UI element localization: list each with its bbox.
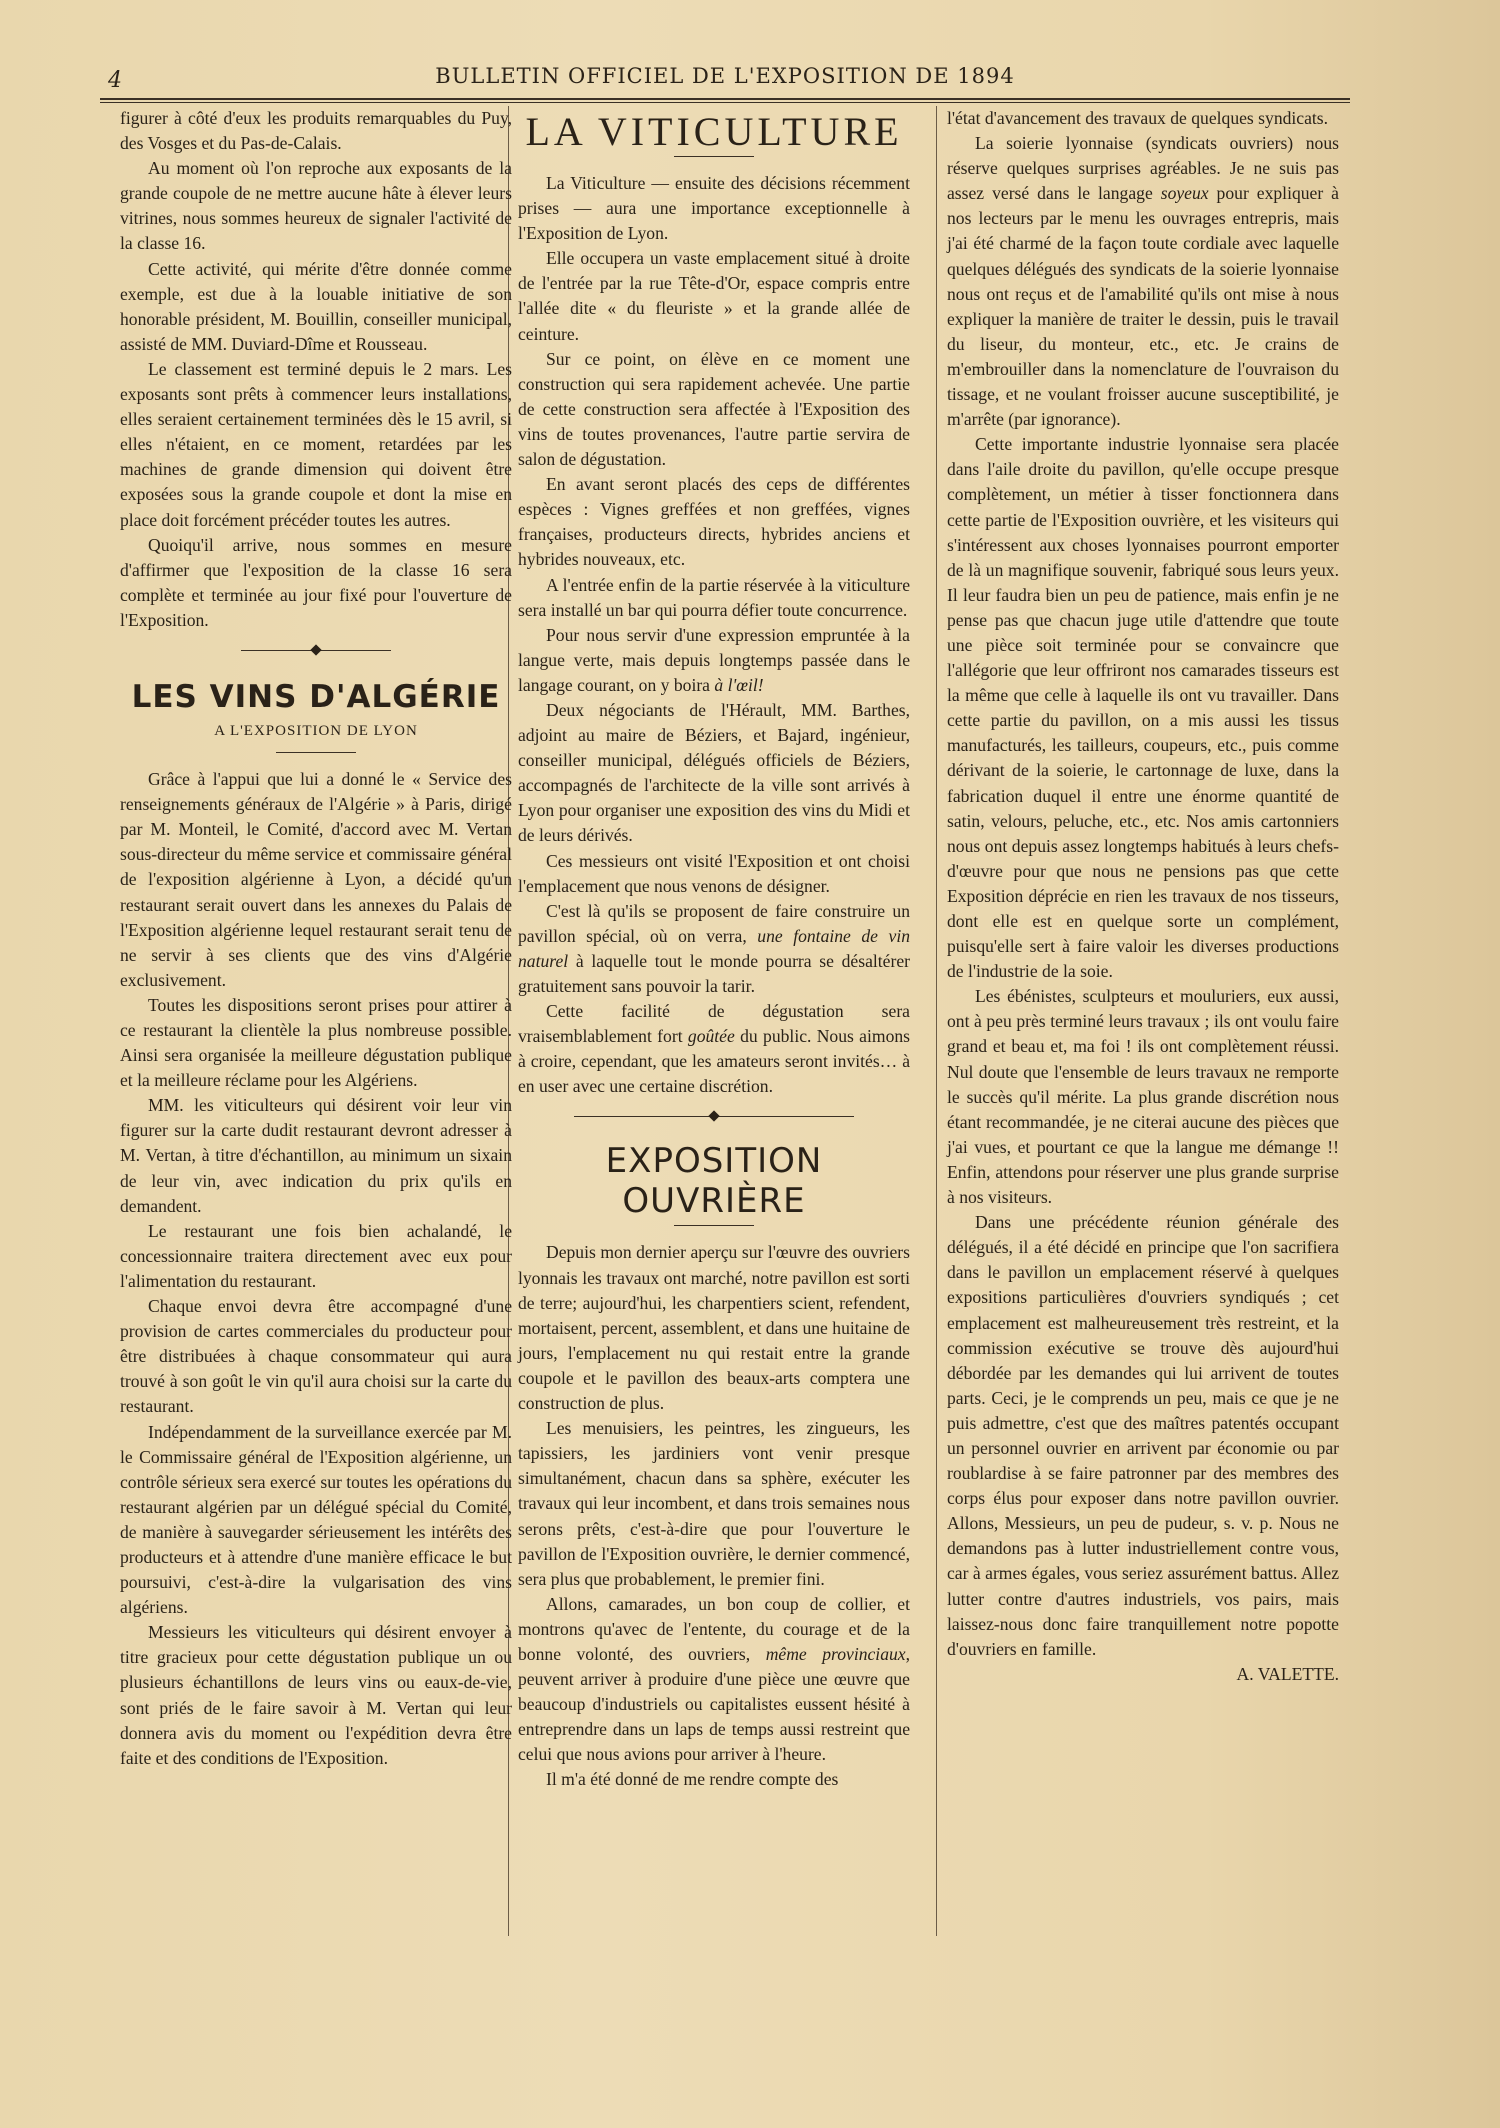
italic-text: goûtée: [687, 1026, 735, 1047]
exposition-paragraph: Il m'a été donné de me rendre compte des: [546, 1769, 839, 1790]
viticulture-paragraph: [518, 899, 910, 999]
exposition-paragraph: Depuis mon dernier aperçu sur l'œuvre des ouvriers lyonnais les travaux ont marché, notre pavillon est sorti de terre; aujourd'hui, les charpentiers scient, refendent, mortaisent, percent, assemblent, et dans une huitaine de jours, l'emplacement nu qui restait entre la grande coupole et le pavillon des beaux-arts comptera une construction de plus.: [518, 1242, 910, 1414]
title-rule: [674, 156, 754, 157]
viticulture-paragraph: Deux négociants de l'Hérault, MM. Barthes, adjoint au maire de Béziers, et Bajard, ingénieur, conseiller municipal, délégués officiels de Béziers, accompagnés de l'architecte de la ville sont arrivés à Lyon pour organiser une exposition des vins du Midi et de leurs dérivés.: [518, 699, 910, 846]
header-rule: [100, 98, 1350, 103]
title-rule: [674, 1225, 754, 1226]
column-1: [120, 106, 512, 1771]
text-run: Pour nous servir d'une expression empruntée à la langue verte, mais depuis longtemps passée dans le langage courant, on y boira: [518, 624, 910, 695]
exposition-paragraph: [518, 1592, 910, 1768]
text-run: C'est là qu'ils se proposent de faire construire un pavillon spécial, où on verra,: [518, 900, 910, 946]
soierie-paragraph: [947, 131, 1339, 432]
article-subtitle: A L'EXPOSITION DE LYON: [214, 722, 418, 739]
text-run: du public. Nous aimons à croire, cependant, que les amateurs seront invités… à en user avec une certaine discrétion.: [518, 1026, 911, 1097]
article-title-exposition-ouvriere: EXPOSITION OUVRIÈRE: [605, 1141, 823, 1222]
intro-paragraph: Quoiqu'il arrive, nous sommes en mesure d'affirmer que l'exposition de la classe 16 sera complète et terminée au jour fixé pour l'ouverture de l'Exposition.: [120, 534, 512, 630]
column-3: [947, 106, 1339, 1687]
article-paragraph: Grâce à l'appui que lui a donné le « Service des renseignements généraux de l'Algérie » à Paris, dirigé par M. Monteil, le Comité, d'accord avec M. Vertan sous-directeur du même service et commissaire général de l'exposition algérienne à Lyon, a décidé qu'un restaurant serait ouvert dans les annexes du Palais de l'Exposition algérienne lequel restaurant serait tenu de ne servir à ses clients que des vins d'Algérie exclusivement.: [120, 769, 512, 990]
page-header: [100, 58, 1350, 98]
viticulture-paragraph: Sur ce point, on élève en ce moment une construction qui sera rapidement achevée. Une partie de cette construction sera affectée à l'Exposition des vins de toutes provenances, l'autre partie servira de salon de dégustation.: [518, 348, 910, 470]
article-paragraph: MM. les viticulteurs qui désirent voir leur vin figurer sur la carte dudit restaurant devront adresser à M. Vertan, à titre d'échantillon, au minimum un sixain de leur vin, avec indication du prix qu'ils en demandent.: [120, 1095, 512, 1216]
column-3-paragraph: Dans une précédente réunion générale des délégués, il a été décidé en principe que l'on sacrifiera dans le pavillon un emplacement réservé à quelques expositions particulières d'ouvriers syndiqués ; cet emplacement est malheureusement très restreint, et la commission exécutive se trouve dès aujourd'hui débordée par les demandes qui lui arrivent de toutes parts. Ceci, je le comprends un peu, mais ce que je ne puis admettre, c'est que des maîtres patentés occupant un personnel ouvrier en arrivent par économie ou par roublardise à se faire patronner par des membres des corps élus pour exposer dans notre pavillon ouvrier. Allons, Messieurs, un peu de pudeur, s. v. p. Nous ne demandons pas à lutter industriellement contre vous, car à armes égales, vous seriez assurément battus. Allez lutter contre d'autres industriels, vos pairs, mais laissez-nous donc faire tranquillement notre popotte d'ouvriers en famille.: [947, 1212, 1339, 1659]
italic-text: à l'œil!: [714, 674, 764, 695]
viticulture-paragraph: La Viticulture — ensuite des décisions récemment prises — aura une importance exceptionnelle à l'Exposition de Lyon.: [518, 173, 910, 244]
text-run: à laquelle tout le monde pourra se désaltérer gratuitement sans pouvoir la tarir.: [518, 950, 910, 996]
column-3-paragraph: Cette importante industrie lyonnaise sera placée dans l'aile droite du pavillon, qu'elle occupe presque complètement, un métier à tisser fonctionnera dans cette partie de l'Exposition ouvrière, et les visiteurs qui s'intéressent aux choses lyonnaises pourront emporter de là un magnifique souvenir, fabriqué sous leurs yeux. Il leur faudra bien un peu de patience, mais enfin je ne pense pas que chacun juge utile d'attendre que toute une pièce soit terminée pour se convaincre que l'allégorie que leur offriront nos camarades tisseurs est la même que celle à laquelle ils ont vu travailler. Dans cette partie du pavillon, on a mis aussi les tissus manufacturés, les tailleurs, coupeurs, etc., puis comme dérivant de la soierie, le cartonnage de luxe, dans la fabrication duquel il entre une énorme quantité de satin, velours, peluche, etc., etc. Nos amis cartonniers nous ont depuis assez longtemps habitués à leurs chefs-d'œuvre pour que nous ne pensions pas que cette Exposition déprécie en rien les travaux de nos tisseurs, dont elle est en quelque sorte un complément, puisqu'elle sert à faire valoir les diverses productions de l'industrie de la soie.: [947, 434, 1339, 982]
italic-text: soyeux: [1160, 183, 1209, 204]
viticulture-paragraph: [518, 999, 910, 1099]
exposition-paragraph: Les menuisiers, les peintres, les zingueurs, les tapissiers, les jardiniers vont venir presque simultanément, chacun dans sa sphère, exécuter les travaux qui leur incombent, et dans trois semaines nous serons prêts, c'est-à-dire que pour l'ouverture le pavillon de l'Exposition ouvrière, le dernier commencé, sera plus que probablement, le premier fini.: [518, 1418, 910, 1589]
column-2: [518, 106, 910, 1793]
text-run: La soierie lyonnaise (syndicats ouvriers) nous réserve quelques surprises agréables. Je ne suis pas assez versé dans le langage: [947, 133, 1339, 204]
italic-text: même provinciaux: [765, 1643, 906, 1664]
continued-paragraph: l'état d'avancement des travaux de quelques syndicats.: [947, 108, 1329, 128]
article-paragraph: Indépendamment de la surveillance exercée par M. le Commissaire général de l'Exposition algérienne, un contrôle sérieux sera exercé sur toutes les opérations du restaurant algérien par un délégué spécial du Comité, de manière à sauvegarder sérieusement les intérêts des producteurs et à attendre d'une manière efficace le but poursuivi, c'est-à-dire la vulgarisation des vins algériens.: [120, 1421, 512, 1618]
article-title-viticulture: LA VITICULTURE: [525, 109, 903, 154]
column-3-paragraph: Les ébénistes, sculpteurs et mouluriers, eux aussi, ont à peu près terminé leurs travaux ; ils ont voulu faire grand et beau et, ma foi ! ils ont complètement réussi. Nul doute que l'ensemble de leurs travaux ne remporte le succès qu'il mérite. La plus grande discrétion nous étant recommandée, je ne citerai aucune des pièces que j'ai vues, et pourtant ce que la langue me démange !! Enfin, attendons pour réserver une plus grande surprise à nos visiteurs.: [947, 986, 1339, 1208]
intro-paragraph: Au moment où l'on reproche aux exposants de la grande coupole de ne mettre aucune hâte à élever leurs vitrines, nous sommes heureux de signaler l'activité de la classe 16.: [120, 158, 512, 254]
page-number: 4: [108, 68, 122, 93]
text-run: Cette facilité de dégustation sera vraisemblablement fort: [518, 1001, 910, 1047]
article-paragraph: Messieurs les viticulteurs qui désirent envoyer à titre gracieux pour cette dégustation publique un ou plusieurs échantillons de leurs vins ou eaux-de-vie, sont priés de le faire savoir à M. Vertan qui leur donnera avis du moment ou l'expédition devra être faite et des conditions de l'Exposition.: [120, 1622, 512, 1768]
viticulture-paragraph: [518, 623, 910, 698]
title-rule: [276, 752, 356, 753]
text-run: , peuvent arriver à produire d'une pièce une œuvre que beaucoup d'industriels ou capitalistes eussent hésité à entreprendre dans un laps de temps aussi restreint que celui que nous avions pour arriver à l'heure.: [518, 1643, 911, 1765]
viticulture-paragraph: Elle occupera un vaste emplacement situé à droite de l'entrée par la rue Tête-d'Or, espace compris entre l'allée dite « du fleuriste » et la grande allée de ceinture.: [518, 248, 910, 344]
viticulture-paragraph: A l'entrée enfin de la partie réservée à la viticulture sera installé un bar qui pourra défier toute concurrence.: [518, 574, 910, 620]
article-paragraph: Toutes les dispositions seront prises pour attirer à ce restaurant la clientèle la plus nombreuse possible. Ainsi sera organisée la meilleure dégustation publique et la meilleure réclame pour les Algériens.: [120, 994, 512, 1091]
column-divider-2: [936, 106, 937, 1936]
article-paragraph: Chaque envoi devra être accompagné d'une provision de cartes commerciales du producteur pour être distribuées à chaque consommateur qui aura trouvé à son goût le vin qu'il aura choisi sur la carte du restaurant.: [120, 1296, 512, 1417]
signature-text: A. VALETTE.: [1236, 1663, 1339, 1684]
article-title-vins-algerie: LES VINS D'ALGÉRIE: [131, 678, 501, 715]
intro-paragraph: Cette activité, qui mérite d'être donnée comme exemple, est due à la louable initiative de son honorable président, M. Bouillin, conseiller municipal, assisté de MM. Duviard-Dîme et Rousseau.: [120, 258, 512, 354]
section-separator: [574, 1105, 854, 1129]
intro-paragraph: Le classement est terminé depuis le 2 mars. Les exposants sont prêts à commencer leurs installations, elles seraient certainement terminées dès le 15 avril, si elles n'étaient, en ce moment, retardées par les machines de grande dimension qui doivent être exposées sous la grande coupole et dont la mise en place doit forcément précéder toutes les autres.: [120, 358, 512, 530]
article-paragraph: Le restaurant une fois bien achalandé, le concessionnaire traitera directement avec eux pour l'alimentation du restaurant.: [120, 1220, 512, 1291]
italic-text: une fontaine de vin naturel: [518, 925, 911, 971]
running-title: BULLETIN OFFICIEL DE L'EXPOSITION DE 1894: [435, 64, 1015, 88]
viticulture-paragraph: En avant seront placés des ceps de différentes espèces : Vignes greffées et non greffées, vignes françaises, producteurs directs, hybrides anciens et hybrides nouveaux, etc.: [518, 474, 910, 570]
section-separator: [241, 639, 391, 663]
text-run: Allons, camarades, un bon coup de collier, et montrons qu'avec de l'entente, du courage et de la bonne volonté, des ouvriers,: [518, 1593, 910, 1664]
intro-paragraph: figurer à côté d'eux les produits remarquables du Puy, des Vosges et du Pas-de-Calais.: [120, 108, 512, 154]
text-run: pour expliquer à nos lecteurs par le menu les ouvrages entrepris, mais j'ai été charmé de la façon toute cordiale avec laquelle quelques délégués des syndicats de la soierie lyonnaise nous ont reçus et de l'amabilité qu'ils ont mise à nous expliquer la manière de traiter le dessin, puis le travail du liseur, du monteur, etc., etc. Je crains de m'embrouiller dans la nomenclature de l'ouvraison du tissage, et ne voulant froisser aucune susceptibilité, je m'arrête (par ignorance).: [947, 183, 1339, 430]
author-signature: [947, 1662, 1339, 1687]
viticulture-paragraph: Ces messieurs ont visité l'Exposition et ont choisi l'emplacement que nous venons de désigner.: [518, 850, 910, 896]
